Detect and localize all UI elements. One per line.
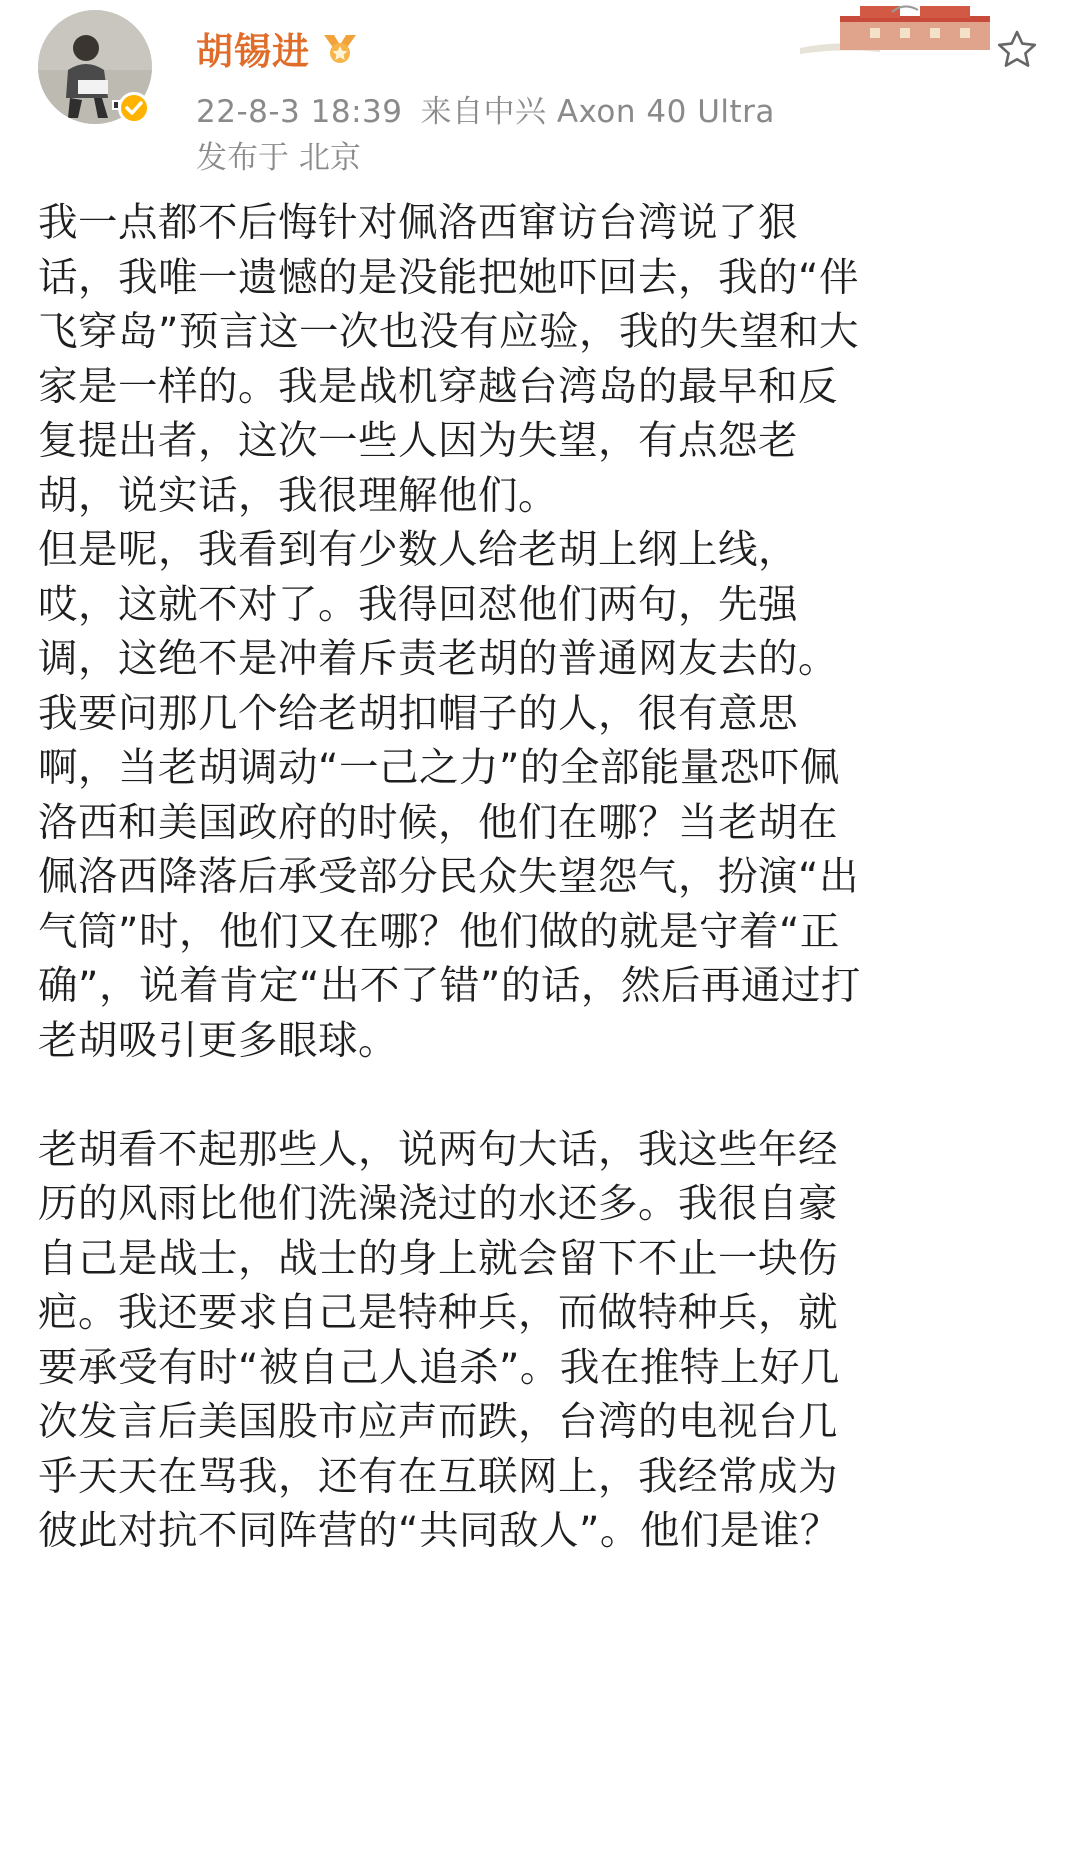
username-row: [196, 22, 360, 74]
post-paragraph-3: [38, 1123, 1050, 1559]
post-source: 来自中兴 Axon 40 Ultra: [420, 94, 775, 130]
post-text-line: 胡，说实话，我很理解他们。: [38, 472, 558, 519]
post-text-line: 佩洛西降落后承受部分民众失望怨气，扮演“出: [38, 854, 859, 900]
post-text-line: 飞穿岛”预言这一次也没有应验，我的失望和大: [38, 309, 859, 355]
post-text-line: 自己是战士，战士的身上就会留下不止一块伤: [38, 1235, 838, 1282]
post-text-line: 疤。我还要求自己是特种兵，而做特种兵，就: [38, 1290, 838, 1336]
post-location: 发布于 北京: [196, 140, 361, 176]
post-text-line: 洛西和美国政府的时候，他们在哪？当老胡在: [38, 799, 838, 846]
post-text-line: 我一点都不后悔针对佩洛西窜访台湾说了狠: [38, 200, 798, 246]
post-text-line: 气筒”时，他们又在哪？他们做的就是守着“正: [38, 908, 840, 955]
post-text-line: 老胡看不起那些人，说两句大话，我这些年经: [38, 1126, 838, 1173]
post-header: [0, 0, 1080, 175]
username[interactable]: 胡锡进: [196, 30, 310, 73]
rank-medal-icon: [320, 31, 360, 65]
post-text-line: 确”，说着肯定“出不了错”的话，然后再通过打: [38, 963, 861, 1009]
post-text-line: 老胡吸引更多眼球。: [38, 1017, 398, 1064]
post-paragraph-1: [38, 196, 1050, 523]
post-paragraph-2: [38, 523, 1050, 1068]
post-text-line: 家是一样的。我是战机穿越台湾岛的最早和反: [38, 363, 838, 410]
post-text-line: 哎，这就不对了。我得回怼他们两句，先强: [38, 581, 798, 628]
post-text-line: 要承受有时“被自己人追杀”。我在推特上好几: [38, 1344, 840, 1391]
post-meta: [196, 86, 793, 131]
verified-badge-icon: [118, 92, 150, 124]
post-text-line: 彼此对抗不同阵营的“共同敌人”。他们是谁？: [38, 1508, 840, 1554]
header-decoration-icon: [800, 0, 1000, 60]
post-text-line: 历的风雨比他们洗澡浇过的水还多。我很自豪: [38, 1181, 838, 1227]
post-text-line: 我要问那几个给老胡扣帽子的人，很有意思: [38, 690, 798, 737]
post-timestamp: 22-8-3 18:39: [196, 94, 403, 130]
favorite-star-icon[interactable]: [995, 28, 1039, 72]
post-text-line: 啊，当老胡调动“一己之力”的全部能量恐吓佩: [38, 745, 840, 791]
post-text-line: 调，这绝不是冲着斥责老胡的普通网友去的。: [38, 636, 838, 682]
post-text-line: 乎天天在骂我，还有在互联网上，我经常成为: [38, 1453, 838, 1500]
post-text-line: 次发言后美国股市应声而跌，台湾的电视台几: [38, 1399, 838, 1445]
post-text-line: 复提出者，这次一些人因为失望，有点怨老: [38, 418, 798, 464]
post-text-line: 但是呢，我看到有少数人给老胡上纲上线，: [38, 527, 798, 573]
post-text-line: 话，我唯一遗憾的是没能把她吓回去，我的“伴: [38, 254, 859, 301]
post-body: [38, 196, 1050, 1559]
paragraph-gap: [38, 1068, 1050, 1123]
